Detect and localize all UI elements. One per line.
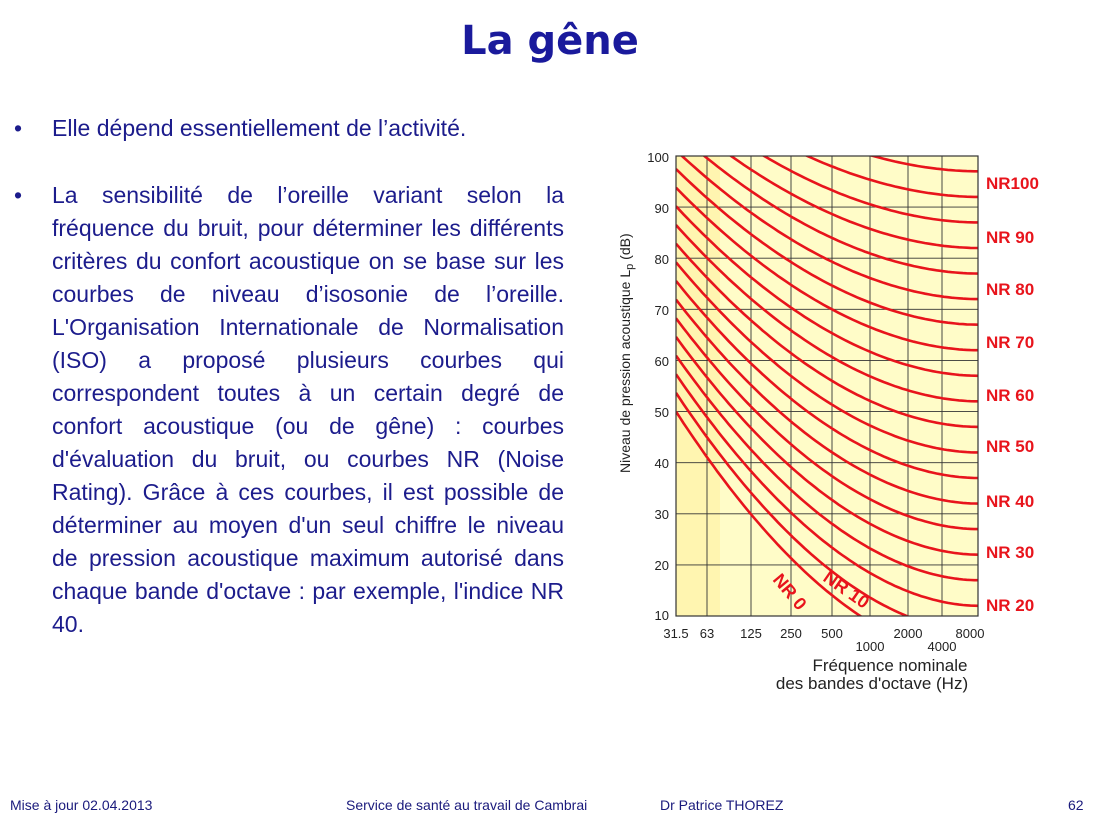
y-tick: 30 [654,507,669,522]
bullet-dot-icon: • [14,182,23,208]
x-tick: 63 [699,626,715,641]
bullet-text: Elle dépend essentiellement de l’activité. [52,115,467,141]
nr-curve-label: NR 30 [986,543,1035,562]
footer-update-date: Mise à jour 02.04.2013 [10,797,153,813]
y-tick: 70 [654,303,669,318]
nr-curve-label-inline: NR 10 [819,566,873,613]
y-tick: 90 [654,201,669,216]
x-tick: 125 [740,626,762,641]
x-tick: 31.5 [663,626,689,641]
y-tick: 20 [654,558,669,573]
x-axis-label-line1: Fréquence nominale [812,656,968,675]
y-axis-label: Niveau de pression acoustique $L_p$ (dB) [617,233,636,473]
footer-service: Service de santé au travail de Cambrai [346,797,588,813]
plot-background [676,156,978,616]
x-tick: 4000 [927,639,957,654]
nr-curve-label: NR 50 [986,437,1035,456]
nr-curve-label: NR100 [986,174,1039,193]
y-tick: 50 [654,405,669,420]
nr-curves-figure [612,148,1062,698]
x-tick: 500 [821,626,843,641]
y-tick: 40 [654,456,669,471]
footer-author: Dr Patrice THOREZ [660,797,784,813]
y-tick: 10 [654,608,669,623]
nr-curve-label-inline: NR 0 [768,569,811,614]
y-tick: 100 [647,150,669,165]
x-tick: 250 [780,626,802,641]
slide-title: La gêne [461,18,639,64]
nr-curve-label: NR 40 [986,492,1035,511]
bullet-dot-icon: • [14,115,23,141]
bullet-list [8,112,564,641]
nr-curves-image [612,148,1062,698]
nr-curve-label: NR 90 [986,228,1035,247]
bullet-text: La sensibilité de l’oreille variant selon la fréquence du bruit, pour déterminer les différents critères du confort acoustique on se base sur les courbes de niveau d’isosonie de l’oreille. L'Organisation Internationale de Normalisation (ISO) a proposé plusieurs courbes qui correspondent toutes à un certain degré de confort acoustique (ou de gêne) : courbes d'évaluation du bruit, ou courbes NR (Noise Rating). Grâce à ces courbes, il est possible de déterminer au moyen d'un seul chiffre le niveau de pression acoustique maximum autorisé dans chaque bande d'octave : par exemple, l'indice NR 40. [52,182,564,637]
x-axis-label-line2: des bandes d'octave (Hz) [775,674,969,693]
x-tick: 8000 [955,626,985,641]
footer-page-number: 62 [1068,797,1084,813]
y-tick: 60 [654,354,669,369]
nr-curve-label: NR 80 [986,280,1035,299]
nr-curve-label: NR 70 [986,333,1035,352]
x-tick: 1000 [855,639,885,654]
plot-area [676,156,978,616]
x-tick: 2000 [893,626,923,641]
bullet-item [8,112,564,145]
nr-curve-label: NR 60 [986,386,1035,405]
nr-curve-label: NR 20 [986,596,1035,615]
bullet-item [8,179,564,641]
y-tick: 80 [654,252,669,267]
